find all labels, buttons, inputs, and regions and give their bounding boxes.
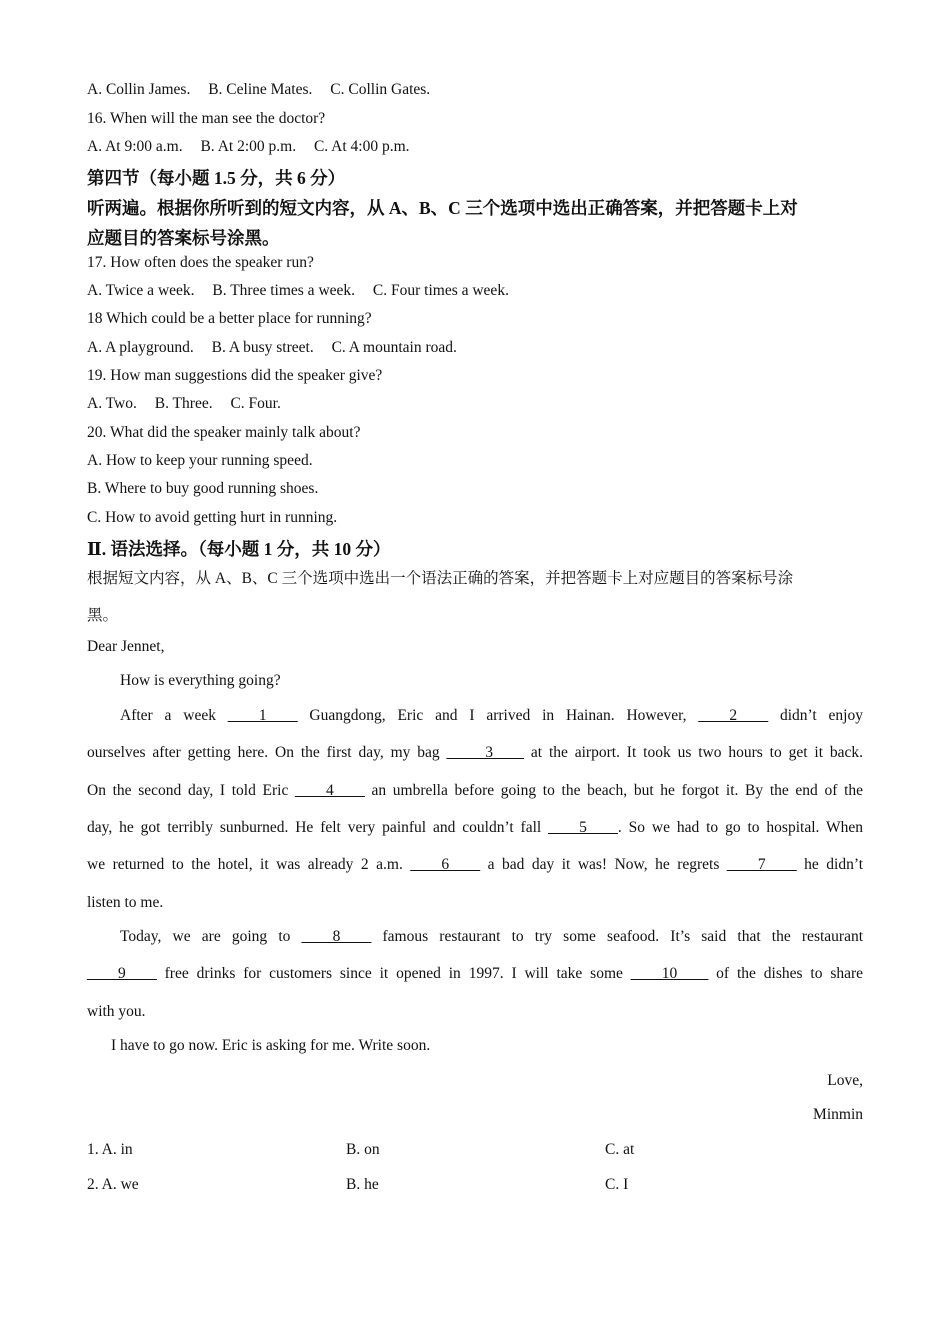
q18-options	[87, 339, 457, 357]
q16-option-b: B. At 2:00 p.m.	[200, 138, 297, 155]
choice-2-a: 2. A. we	[87, 1176, 139, 1193]
q15-option-b: B. Celine Mates.	[208, 81, 313, 98]
q17-option-c: C. Four times a week.	[372, 282, 509, 299]
q18-option-a: A. A playground.	[87, 339, 194, 356]
blank-5: ____5____	[548, 819, 618, 836]
q19-option-c: C. Four.	[230, 395, 281, 412]
blank-3: _____3____	[446, 744, 525, 761]
section4-instruction-2: 应题目的答案标号涂黑。	[87, 228, 280, 248]
choice-2-c: C. I	[605, 1176, 629, 1193]
q20-option-c: C. How to avoid getting hurt in running.	[87, 509, 338, 526]
letter-greeting: Dear Jennet,	[87, 638, 165, 655]
blank-8: ____8____	[301, 928, 372, 945]
q19-option-b: B. Three.	[154, 395, 213, 412]
q20-question: 20. What did the speaker mainly talk about?	[87, 424, 361, 441]
q18-question: 18 Which could be a better place for running?	[87, 310, 372, 327]
letter-p1-line5: we returned to the hotel, it was already 2 a.m. ____6____ a bad day it was! Now, he regrets ____7____ he didn’t	[87, 856, 864, 873]
letter-p2-line1: Today, we are going to ____8____ famous restaurant to try some seafood. It’s said that the restaurant	[120, 928, 864, 945]
blank-9: ____9____	[87, 965, 157, 982]
q15-option-c: C. Collin Gates.	[330, 81, 431, 98]
q16-options	[87, 138, 410, 156]
letter-p1-line4: day, he got terribly sunburned. He felt very painful and couldn’t fall ____5____. So we had to go to hospital. When	[87, 819, 864, 836]
letter-p2-line2: ____9____ free drinks for customers since it opened in 1997. I will take some ____10____ of the dishes to share	[87, 965, 864, 982]
section4-instruction-1: 听两遍。根据你所听到的短文内容，从 A、B、C 三个选项中选出正确答案，并把答题卡上对	[87, 198, 798, 218]
letter-p2-line3: with you.	[87, 1003, 146, 1020]
section4-heading: 第四节（每小题 1.5 分，共 6 分）	[87, 168, 346, 188]
blank-7: ____7____	[726, 856, 797, 873]
grammar-instruction-2: 黑。	[87, 607, 119, 624]
q17-option-b: B. Three times a week.	[212, 282, 356, 299]
q16-option-c: C. At 4:00 p.m.	[313, 138, 410, 155]
q16-option-a: A. At 9:00 a.m.	[87, 138, 183, 155]
q17-option-a: A. Twice a week.	[87, 282, 195, 299]
q17-question: 17. How often does the speaker run?	[87, 254, 314, 271]
letter-opening: How is everything going?	[120, 672, 281, 689]
q19-option-a: A. Two.	[87, 395, 137, 412]
q20-option-a: A. How to keep your running speed.	[87, 452, 313, 469]
choice-1-b: B. on	[346, 1141, 380, 1158]
letter-p1-line2: ourselves after getting here. On the first day, my bag _____3____ at the airport. It took us two hours to get it back.	[87, 744, 864, 761]
letter-closing: Love,	[827, 1072, 863, 1089]
blank-6: ____6____	[410, 856, 481, 873]
q16-question: 16. When will the man see the doctor?	[87, 110, 326, 127]
letter-p1-line1: After a week ____1____ Guangdong, Eric and I arrived in Hainan. However, ____2____ didn’t enjoy	[120, 707, 863, 724]
blank-4: ____4____	[295, 782, 365, 799]
choice-1-c: C. at	[605, 1141, 635, 1158]
q19-question: 19. How man suggestions did the speaker give?	[87, 367, 383, 384]
q18-option-b: B. A busy street.	[211, 339, 314, 356]
q15-option-a: A. Collin James.	[87, 81, 191, 98]
blank-2: ____2____	[698, 707, 769, 724]
blank-1: ____1____	[227, 707, 298, 724]
q15-options	[87, 81, 430, 99]
letter-signature: Minmin	[813, 1106, 863, 1123]
q20-option-b: B. Where to buy good running shoes.	[87, 480, 319, 497]
letter-p1-line6: listen to me.	[87, 894, 164, 911]
choice-1-a: 1. A. in	[87, 1141, 133, 1158]
choice-2-b: B. he	[346, 1176, 379, 1193]
q17-options	[87, 282, 509, 300]
grammar-heading: Ⅱ. 语法选择。（每小题 1 分，共 10 分）	[87, 539, 391, 559]
q18-option-c: C. A mountain road.	[331, 339, 457, 356]
q19-options	[87, 395, 281, 413]
letter-p1-line3: On the second day, I told Eric ____4____ an umbrella before going to the beach, but he forgot it. By the end of the	[87, 782, 864, 799]
blank-10: ____10____	[630, 965, 709, 982]
grammar-instruction-1: 根据短文内容，从 A、B、C 三个选项中选出一个语法正确的答案，并把答题卡上对应题目的答案标号涂	[87, 570, 794, 587]
letter-p3: I have to go now. Eric is asking for me. Write soon.	[111, 1037, 431, 1054]
